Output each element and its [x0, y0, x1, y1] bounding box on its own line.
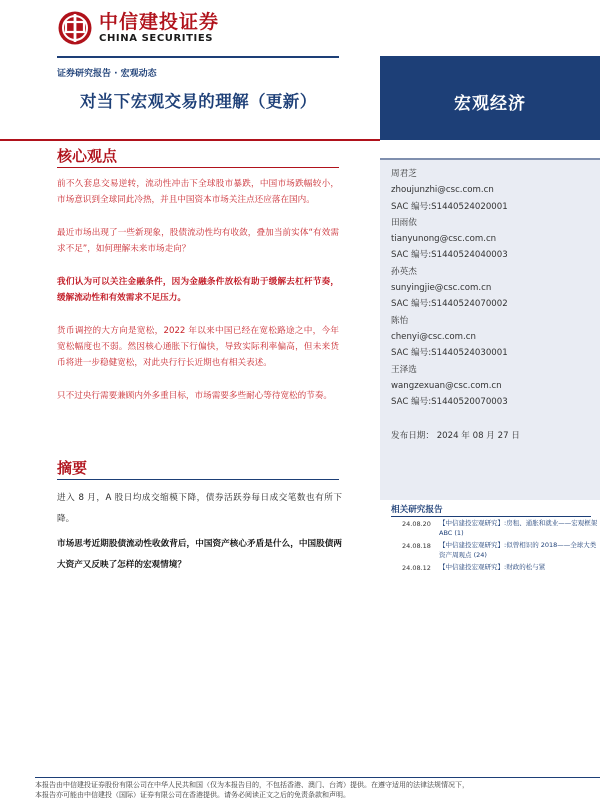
footer-line: 本报告由中信建投证券股份有限公司在中华人民共和国（仅为本报告目的，不包括香港、澳门、台湾）提供。在遵守适用的法律法规情况下， — [35, 781, 469, 789]
sidebar-divider — [380, 158, 600, 160]
author-email[interactable]: chenyi@csc.com.cn — [391, 331, 476, 342]
logo-english-name: CHINA SECURITIES — [99, 32, 214, 44]
core-paragraph: 最近市场出现了一些新现象，股债流动性均有收敛，叠加当前实体“有效需求不足”，如何理解未来市场走向？ — [57, 228, 339, 254]
category-label: 宏观经济 — [454, 94, 526, 114]
category-banner — [380, 56, 600, 140]
related-report-date: 24.08.20 — [402, 520, 431, 528]
related-report-date: 24.08.12 — [402, 564, 431, 572]
publish-date: 发布日期： 2024 年 08 月 27 日 — [391, 431, 520, 441]
summary-heading: 摘要 — [57, 459, 88, 477]
author-entry — [391, 362, 591, 411]
related-report-title[interactable]: 【中信建投宏观研究】:财政的松与紧 — [439, 563, 546, 571]
related-report-title[interactable]: 【中信建投宏观研究】:似曾相识的 2018——全球大类资产周观点 (24) — [439, 541, 597, 559]
related-reports-heading: 相关研究报告 — [391, 505, 443, 515]
author-list — [391, 166, 591, 410]
core-views-underline — [57, 167, 339, 168]
core-paragraph: 前不久套息交易逆转，流动性冲击下全球股市暴跌，中国市场跌幅较小，市场意识到全球同此冷热，并且中国资本市场关注点还应落在国内。 — [57, 179, 339, 205]
summary-underline — [57, 479, 339, 480]
report-title: 对当下宏观交易的理解（更新） — [80, 92, 317, 111]
section-divider — [0, 139, 380, 141]
author-email[interactable]: sunyingjie@csc.com.cn — [391, 283, 492, 294]
author-entry — [391, 215, 591, 264]
author-entry — [391, 313, 591, 362]
author-entry — [391, 264, 591, 313]
related-report-title[interactable]: 【中信建投宏观研究】:房租、通胀和就业——宏观框架 ABC (1) — [439, 519, 598, 537]
footer-divider — [35, 777, 600, 778]
report-type: 证券研究报告 · 宏观动态 — [57, 69, 157, 79]
author-entry — [391, 166, 591, 215]
logo-chinese-name: 中信建投证券 — [99, 10, 220, 33]
author-email[interactable]: zhoujunzhi@csc.com.cn — [391, 185, 494, 196]
author-name: 周君芝 — [391, 169, 417, 179]
author-name: 陈怡 — [391, 315, 409, 326]
author-sac-number: SAC 编号:S1440524020001 — [391, 201, 508, 212]
author-sac-number: SAC 编号:S1440524070002 — [391, 299, 508, 310]
footer-disclaimer — [35, 780, 600, 800]
core-key-paragraph: 我们认为可以关注金融条件，因为金融条件放松有助于缓解去杠杆节奏，缓解流动性和有效需求不足压力。 — [57, 277, 339, 303]
footer-line: 本报告亦可能由中信建投（国际）证券有限公司在香港提供。请务必阅读正文之后的免责条款和声明。 — [35, 791, 350, 799]
author-sac-number: SAC 编号:S1440520070003 — [391, 397, 508, 408]
related-report-item[interactable] — [391, 541, 600, 560]
csc-logo-icon — [57, 10, 93, 46]
author-name: 田雨依 — [391, 217, 417, 228]
related-report-item[interactable] — [391, 563, 600, 574]
author-sac-number: SAC 编号:S1440524030001 — [391, 348, 508, 359]
author-name: 孙英杰 — [391, 266, 417, 277]
core-paragraph: 货币调控的大方向是宽松，2022 年以来中国已经在宽松路途之中，今年宽松幅度也不弱。然因核心通胀下行偏快，导致实际利率偏高，但未来货币将进一步稳健宽松，对此央行行长近期也有相关表述。 — [57, 326, 339, 368]
author-email[interactable]: tianyunong@csc.com.cn — [391, 234, 497, 245]
related-reports-divider — [391, 516, 591, 517]
related-reports-list — [391, 519, 600, 577]
author-sac-number: SAC 编号:S1440524040003 — [391, 250, 508, 261]
summary-body — [57, 488, 342, 580]
related-report-item[interactable] — [391, 519, 600, 538]
core-paragraph: 只不过央行需要兼顾内外多重目标，市场需要多些耐心等待宽松的节奏。 — [57, 391, 333, 401]
core-views-body — [57, 176, 339, 421]
summary-paragraph: 进入 8 月，A 股日均成交缩模下降，债券活跃券每日成交笔数也有所下降。 — [57, 493, 342, 524]
header-divider — [57, 56, 339, 58]
author-name: 王泽选 — [391, 364, 417, 375]
summary-key-paragraph: 市场思考近期股债流动性收敛背后，中国资产核心矛盾是什么，中国股债两大资产又反映了怎样的宏观情境？ — [57, 539, 342, 570]
core-views-heading: 核心观点 — [57, 147, 118, 165]
author-email[interactable]: wangzexuan@csc.com.cn — [391, 380, 502, 391]
company-logo — [57, 8, 219, 48]
related-report-date: 24.08.18 — [402, 542, 431, 550]
